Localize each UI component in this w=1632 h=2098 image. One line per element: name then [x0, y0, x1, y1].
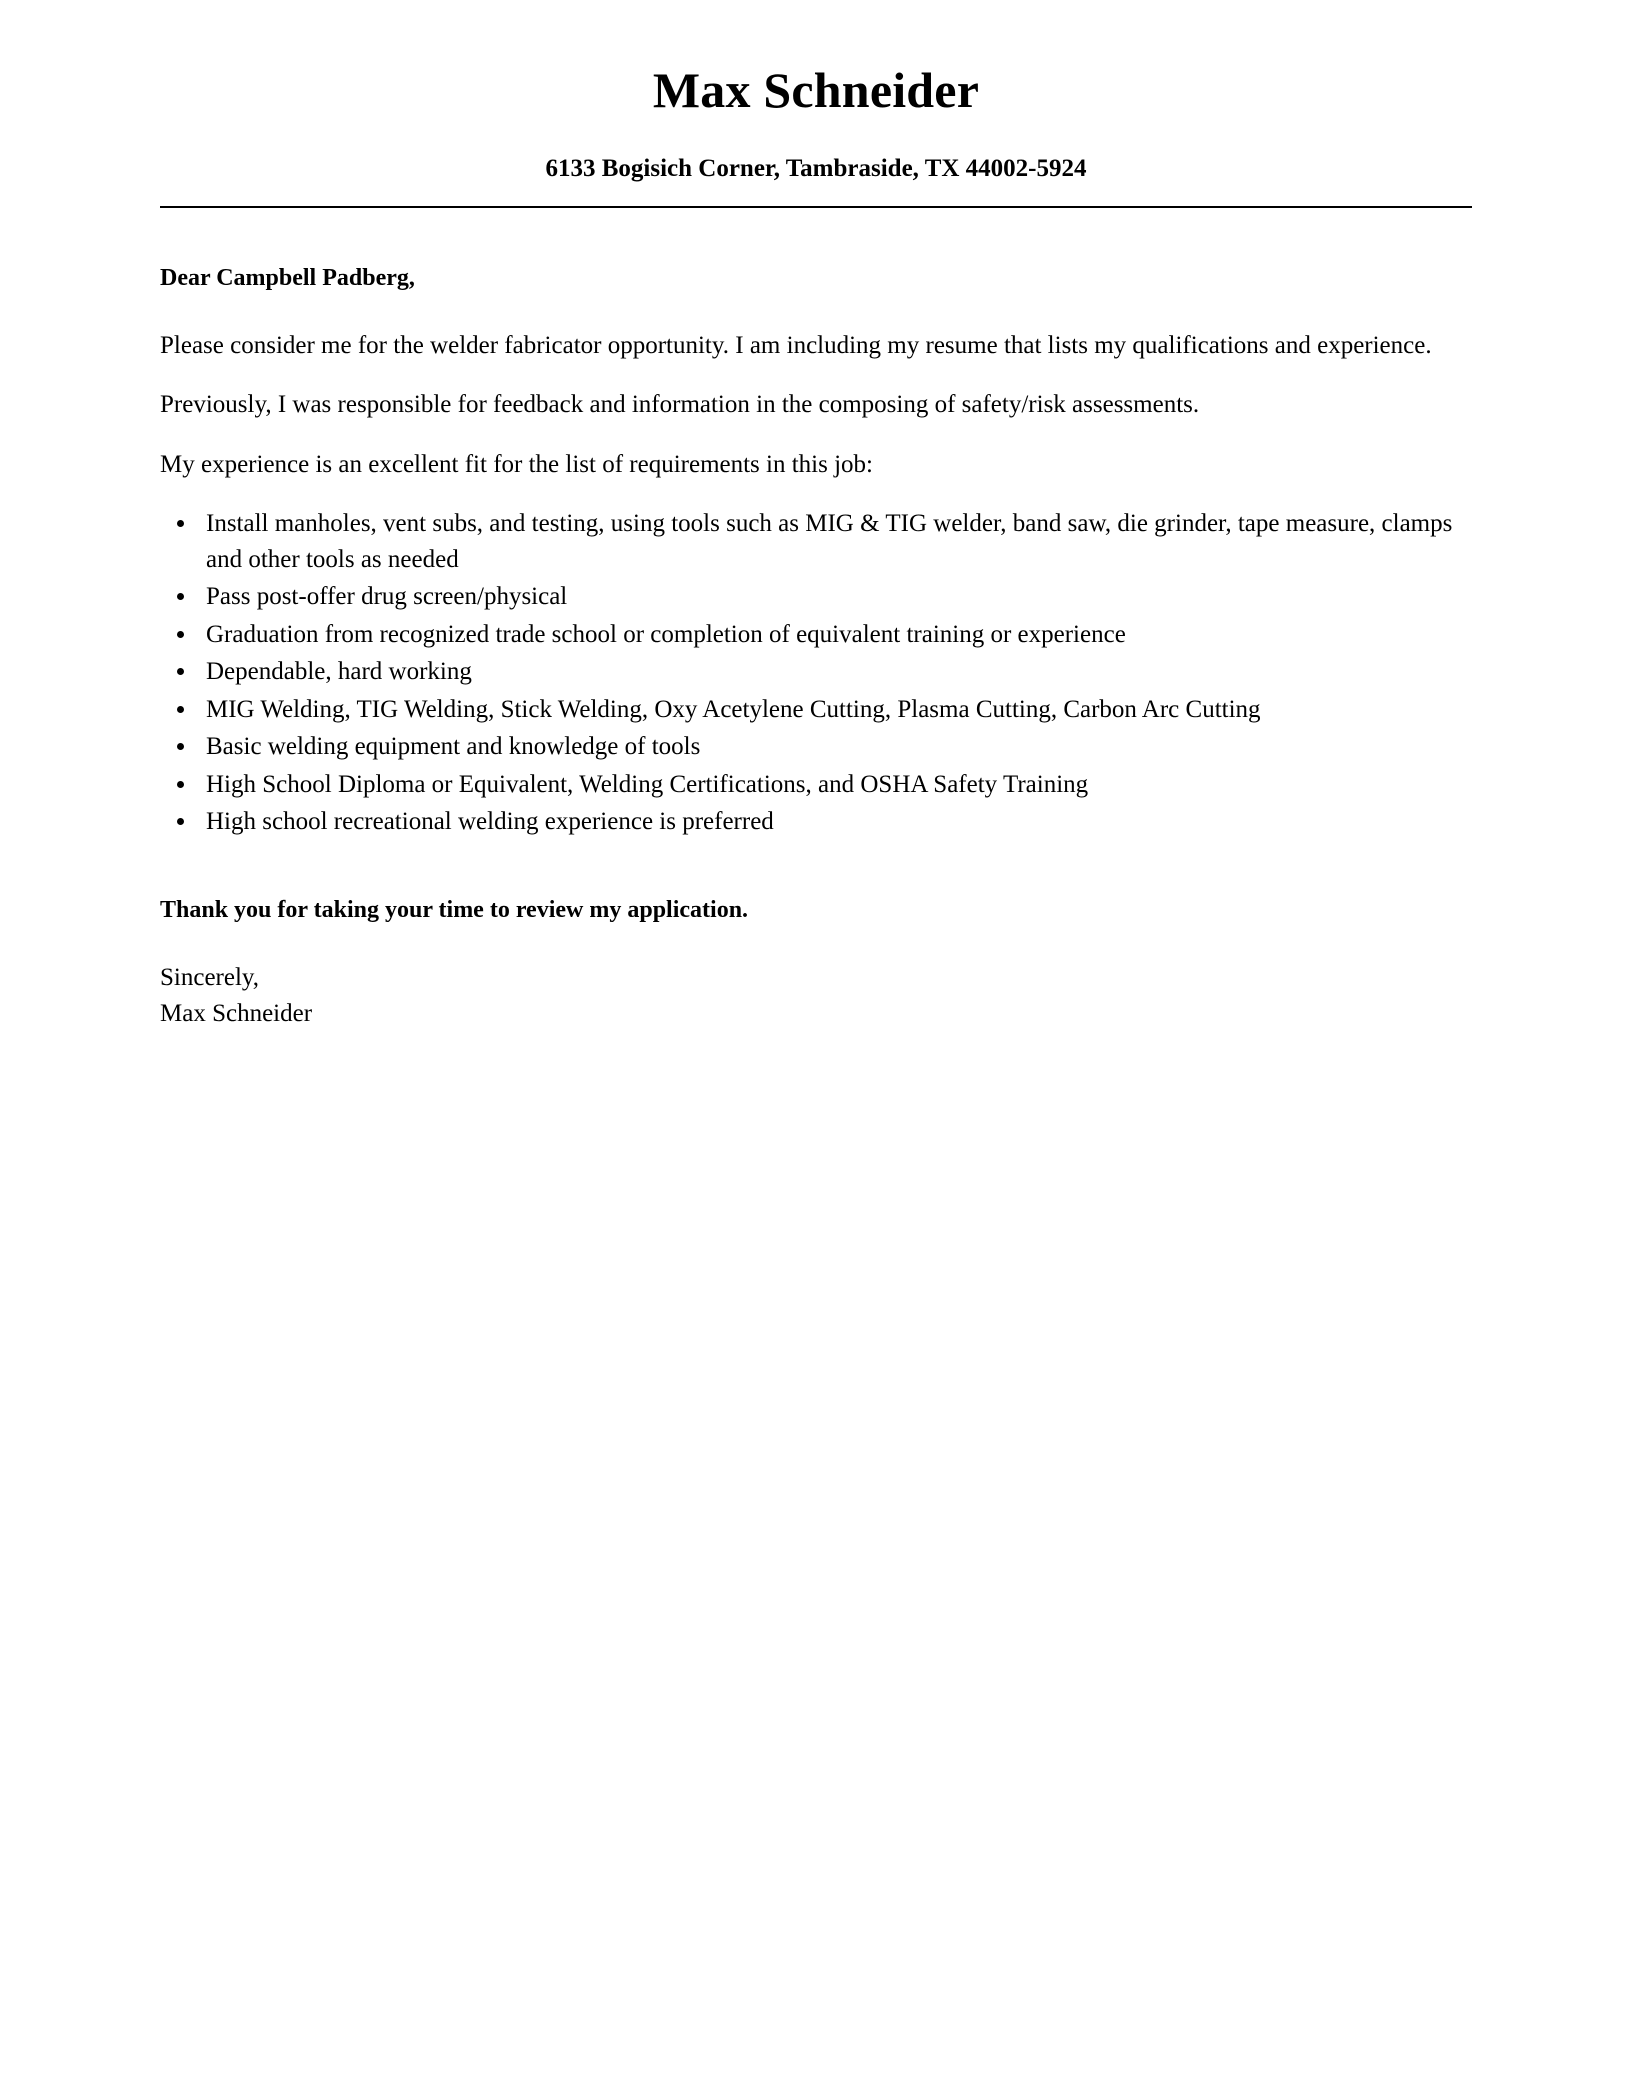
header-divider — [160, 206, 1472, 208]
salutation: Dear Campbell Padberg, — [160, 264, 415, 291]
closing-word: Sincerely, — [160, 964, 260, 992]
list-item: • MIG Welding, TIG Welding, Stick Welding, Oxy Acetylene Cutting, Plasma Cutting, Carbon Arc Cutting — [198, 692, 1472, 728]
thank-you-line: Thank you for taking your time to review my application. — [160, 896, 749, 923]
body-paragraph-2: Previously, I was responsible for feedback and information in the composing of safety/risk assessments. — [160, 391, 1200, 419]
closing-block — [160, 960, 1472, 1031]
list-item: • Basic welding equipment and knowledge of tools — [198, 729, 1472, 765]
signature-name: Max Schneider — [160, 999, 313, 1027]
list-item: • Install manholes, vent subs, and testing, using tools such as MIG & TIG welder, band saw, die grinder, tape measure, clamps and other tools as needed — [198, 506, 1472, 577]
requirements-list — [160, 506, 1472, 840]
letter-header — [160, 62, 1472, 208]
list-item: • Graduation from recognized trade school or completion of equivalent training or experience — [198, 617, 1472, 653]
body-paragraph-3: My experience is an excellent fit for the list of requirements in this job: — [160, 450, 873, 478]
contact-address: 6133 Bogisich Corner, Tambraside, TX 44002-5924 — [545, 154, 1087, 182]
list-item: • Pass post-offer drug screen/physical — [198, 579, 1472, 615]
list-item: • High School Diploma or Equivalent, Welding Certifications, and OSHA Safety Training — [198, 767, 1472, 803]
list-item: • High school recreational welding experience is preferred — [198, 804, 1472, 840]
letter-body — [160, 262, 1472, 1032]
list-item: • Dependable, hard working — [198, 654, 1472, 690]
page-title: Max Schneider — [652, 62, 980, 118]
body-paragraph-1: Please consider me for the welder fabricator opportunity. I am including my resume that lists my qualifications and experience. — [160, 331, 1432, 359]
